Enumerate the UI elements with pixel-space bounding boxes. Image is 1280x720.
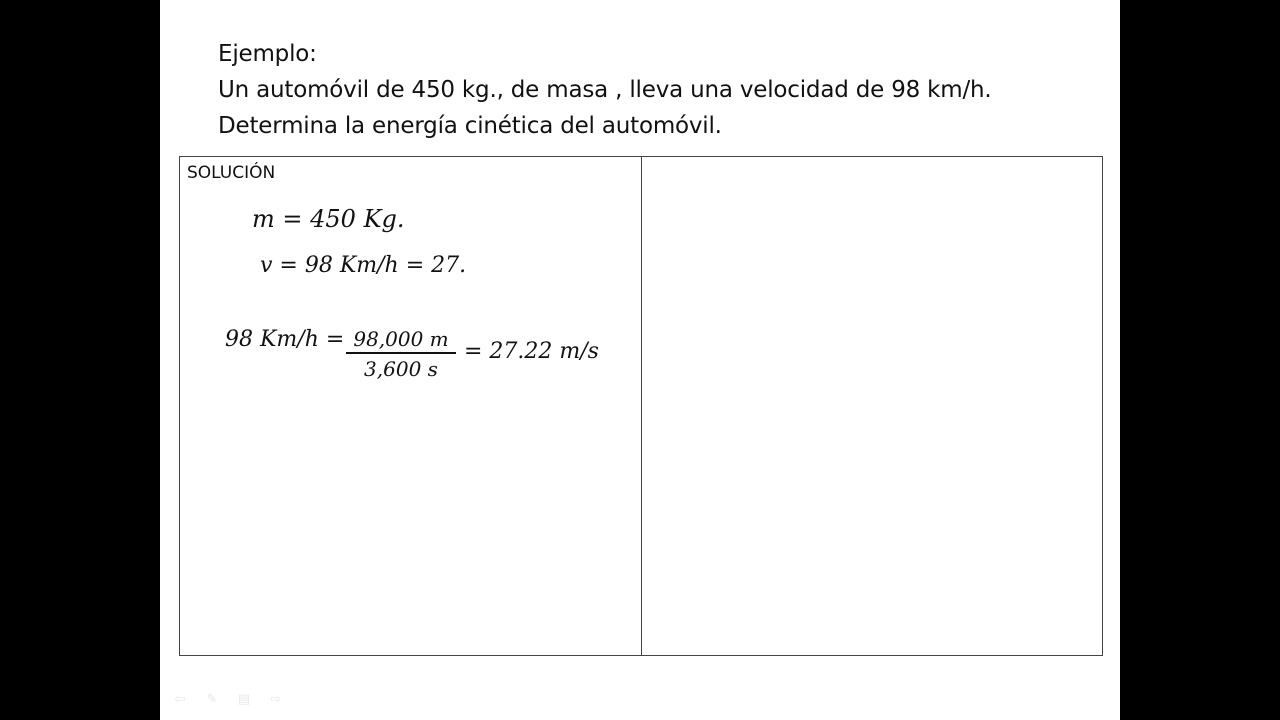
forward-arrow-icon[interactable]: ⇨ <box>270 692 282 707</box>
slide <box>160 0 1120 720</box>
conversion-fraction <box>346 327 456 381</box>
column-divider <box>641 157 642 655</box>
pen-icon[interactable]: ✎ <box>206 692 218 707</box>
solution-header: SOLUCIÓN <box>187 163 276 183</box>
problem-statement <box>218 36 1098 144</box>
conversion-result: = 27.22 m/s <box>464 339 599 364</box>
fraction-denominator: 3,600 s <box>364 357 438 381</box>
solution-table <box>179 156 1103 656</box>
problem-heading: Ejemplo: <box>218 41 317 67</box>
fraction-bar <box>346 352 456 354</box>
fraction-numerator: 98,000 m <box>353 327 449 351</box>
problem-line-1: Un automóvil de 450 kg., de masa , lleva una velocidad de 98 km/h. <box>218 77 992 103</box>
conversion-left: 98 Km/h = <box>225 327 345 352</box>
back-arrow-icon[interactable]: ⇦ <box>174 692 186 707</box>
mass-line: m = 450 Kg. <box>252 205 405 233</box>
problem-line-2: Determina la energía cinética del automóvil. <box>218 113 722 139</box>
menu-icon[interactable]: ▤ <box>237 692 251 707</box>
velocity-line: v = 98 Km/h = 27. <box>260 253 467 278</box>
slideshow-controls <box>170 693 286 707</box>
